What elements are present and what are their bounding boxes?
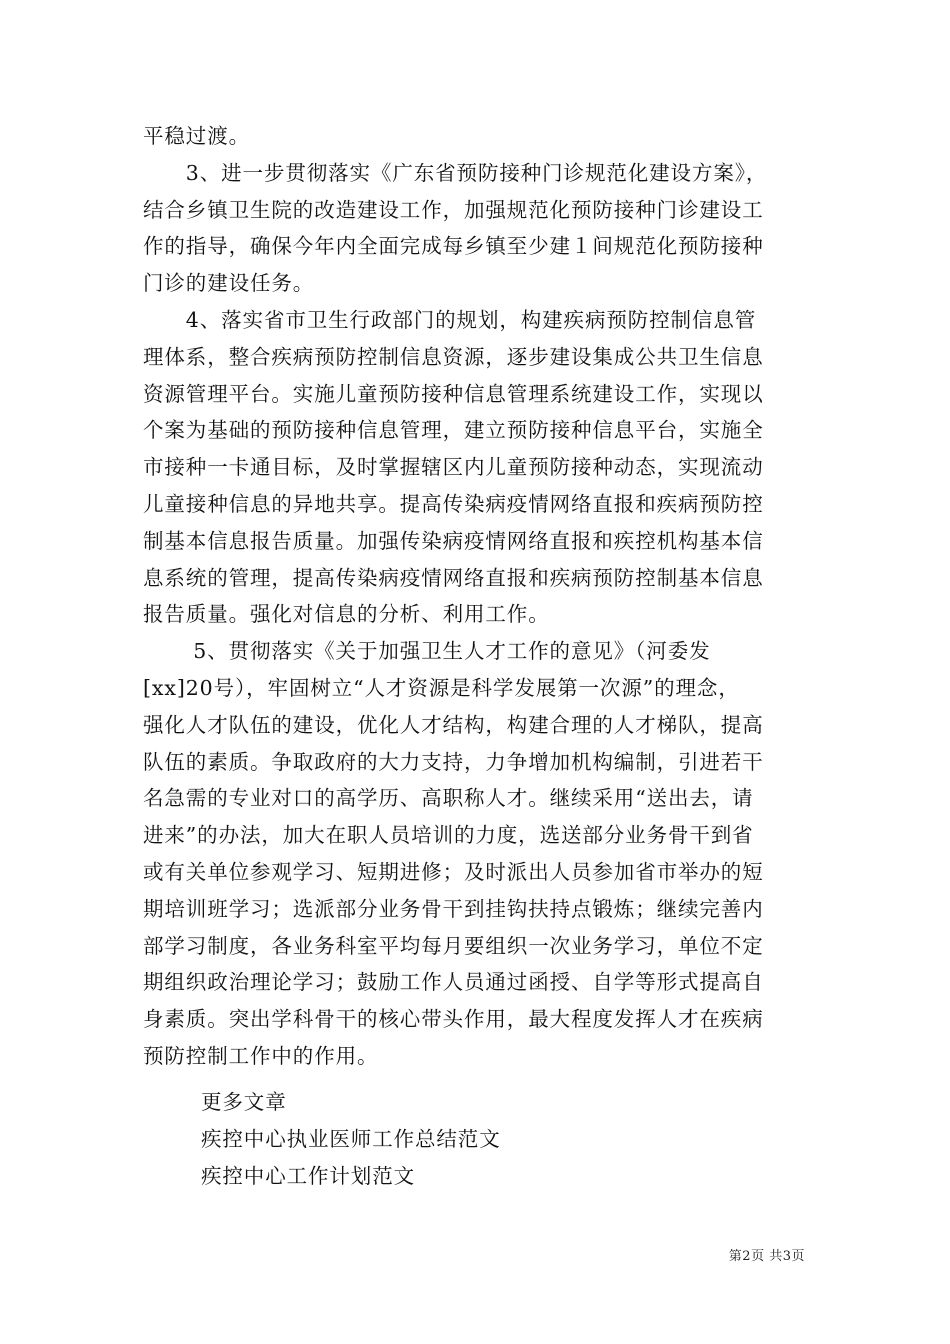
text-line: 作的指导，确保今年内全面完成每乡镇至少建１间规范化预防接种	[143, 234, 764, 259]
text-line: 结合乡镇卫生院的改造建设工作，加强规范化预防接种门诊建设工	[143, 197, 764, 222]
text-line: 5、贯彻落实《关于加强卫生人才工作的意见》（河委发	[143, 639, 711, 664]
body-text	[143, 118, 811, 1075]
more-articles-heading: 更多文章	[201, 1090, 287, 1114]
text-line: 身素质。突出学科骨干的核心带头作用，最大程度发挥人才在疾病	[143, 1007, 764, 1032]
more-article-link[interactable]: 疾控中心工作计划范文	[201, 1164, 415, 1188]
text-line: 部学习制度，各业务科室平均每月要组织一次业务学习，单位不定	[143, 933, 764, 958]
text-line: 门诊的建设任务。	[143, 271, 315, 296]
text-line: 期培训班学习；选派部分业务骨干到挂钩扶持点锻炼；继续完善内	[143, 896, 764, 921]
text-line: 进来”的办法，加大在职人员培训的力度，选送部分业务骨干到省	[143, 823, 754, 848]
text-line: 预防控制工作中的作用。	[143, 1043, 379, 1068]
text-line: 息系统的管理，提高传染病疫情网络直报和疾病预防控制基本信息	[143, 565, 764, 590]
text-line: 平稳过渡。	[143, 124, 250, 148]
text-line: 资源管理平台。实施儿童预防接种信息管理系统建设工作，实现以	[143, 381, 764, 406]
text-line: 4、落实省市卫生行政部门的规划，构建疾病预防控制信息管	[143, 307, 757, 332]
more-article-link[interactable]: 疾控中心执业医师工作总结范文	[201, 1127, 501, 1151]
text-line: 队伍的素质。争取政府的大力支持，力争增加机构编制，引进若干	[143, 749, 764, 774]
footer-prefix: 第	[728, 1249, 743, 1264]
text-line: 3、进一步贯彻落实《广东省预防接种门诊规范化建设方案》，	[143, 160, 768, 185]
text-line: 制基本信息报告质量。加强传染病疫情网络直报和疾控机构基本信	[143, 528, 764, 553]
text-line: 名急需的专业对口的高学历、高职称人才。继续采用“送出去，请	[143, 786, 754, 811]
footer-middle: 页 共	[751, 1249, 783, 1264]
text-line: 个案为基础的预防接种信息管理，建立预防接种信息平台，实施全	[143, 418, 764, 443]
text-line: 儿童接种信息的异地共享。提高传染病疫情网络直报和疾病预防控	[143, 491, 764, 516]
text-line: 报告质量。强化对信息的分析、利用工作。	[143, 602, 550, 627]
current-page-number: 2	[742, 1249, 752, 1264]
text-line: 或有关单位参观学习、短期进修；及时派出人员参加省市举办的短	[143, 859, 764, 884]
text-line: [xx]20号），牢固树立“人才资源是科学发展第一次源”的理念，	[143, 675, 740, 700]
total-pages-number: 3	[782, 1249, 792, 1264]
footer-suffix: 页	[791, 1249, 805, 1264]
text-line: 理体系，整合疾病预防控制信息资源，逐步建设集成公共卫生信息	[143, 344, 764, 369]
page-footer	[729, 1245, 805, 1264]
text-line: 强化人才队伍的建设，优化人才结构，构建合理的人才梯队，提高	[143, 712, 764, 737]
text-line: 市接种一卡通目标，及时掌握辖区内儿童预防接种动态，实现流动	[143, 455, 764, 480]
text-line: 期组织政治理论学习；鼓励工作人员通过函授、自学等形式提高自	[143, 970, 764, 995]
